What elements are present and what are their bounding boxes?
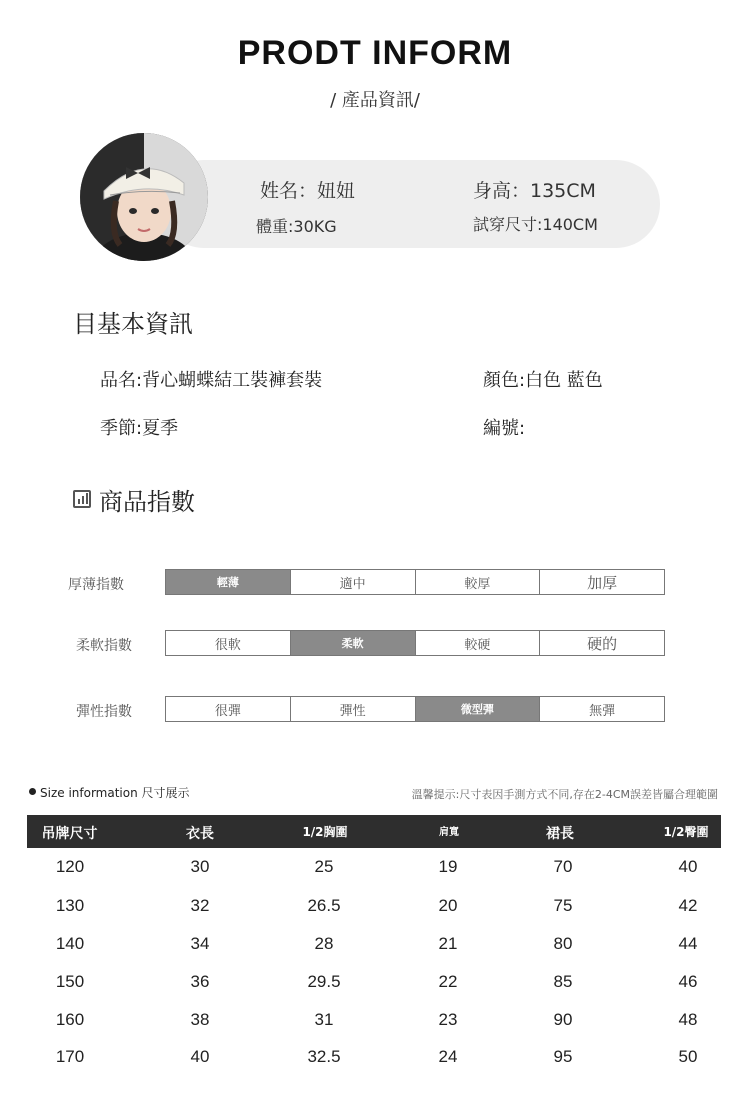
elasticity-label: 彈性指數 — [76, 704, 132, 720]
model-avatar — [80, 133, 208, 261]
size-cell: 31 — [314, 1010, 334, 1029]
product-name: 品名:背心蝴蝶結工裝褲套裝 — [100, 370, 323, 391]
thickness-option-2: 適中 — [291, 570, 416, 594]
size-cell: 42 — [678, 896, 698, 915]
basic-info-heading: 目基本資訊 — [73, 310, 193, 338]
model-try-size: 試穿尺寸:140CM — [473, 215, 598, 234]
page-subtitle: / 產品資訊/ — [330, 90, 420, 111]
elasticity-option-4: 無彈 — [589, 703, 616, 719]
product-color: 顏色:白色 藍色 — [483, 370, 603, 391]
softness-option-1: 很軟 — [166, 631, 291, 655]
size-cell: 32 — [190, 896, 210, 915]
size-cell: 34 — [190, 934, 210, 953]
size-cell: 70 — [553, 857, 573, 876]
thickness-option-3: 較厚 — [416, 570, 541, 594]
thickness-option-1: 輕薄 — [166, 570, 291, 594]
size-cell: 75 — [553, 896, 573, 915]
size-cell: 24 — [438, 1047, 458, 1066]
model-photo — [80, 133, 208, 261]
size-cell: 140 — [55, 934, 85, 953]
elasticity-option-3: 微型彈 — [416, 697, 541, 721]
size-cell: 85 — [553, 972, 573, 991]
softness-scale — [165, 630, 665, 656]
size-cell: 40 — [678, 857, 698, 876]
softness-label: 柔軟指數 — [76, 638, 132, 654]
size-cell: 26.5 — [307, 896, 341, 915]
thickness-option-4: 加厚 — [587, 573, 618, 592]
size-cell: 21 — [438, 934, 458, 953]
header-shoulder: 肩寬 — [439, 827, 459, 838]
size-cell: 120 — [55, 857, 85, 876]
model-weight: 體重:30KG — [256, 217, 337, 236]
header-half-chest: 1/2胸圍 — [302, 825, 348, 839]
size-cell: 160 — [55, 1010, 85, 1029]
chart-icon — [73, 490, 91, 508]
size-cell: 29.5 — [307, 972, 341, 991]
model-height: 身高：135CM — [473, 180, 596, 202]
elasticity-option-1: 很彈 — [166, 697, 291, 721]
size-cell: 48 — [678, 1010, 698, 1029]
size-table-header — [27, 815, 721, 848]
size-cell: 44 — [678, 934, 698, 953]
header-tag-size: 吊牌尺寸 — [41, 826, 98, 842]
softness-option-3: 較硬 — [416, 631, 541, 655]
size-cell: 30 — [190, 857, 210, 876]
size-cell: 36 — [190, 972, 210, 991]
size-cell: 22 — [438, 972, 458, 991]
size-info-title: Size information 尺寸展示 — [40, 786, 190, 800]
index-heading: 商品指數 — [99, 488, 195, 516]
size-cell: 40 — [190, 1047, 210, 1066]
product-season: 季節:夏季 — [100, 418, 179, 439]
size-cell: 32.5 — [307, 1047, 341, 1066]
product-code: 編號: — [483, 418, 526, 439]
size-cell: 28 — [314, 934, 334, 953]
size-cell: 90 — [553, 1010, 573, 1029]
header-skirt-length: 裙長 — [546, 826, 574, 842]
header-length: 衣長 — [186, 826, 214, 842]
size-cell: 19 — [438, 857, 458, 876]
size-cell: 46 — [678, 972, 698, 991]
softness-option-4: 硬的 — [587, 634, 618, 653]
size-cell: 20 — [438, 896, 458, 915]
elasticity-option-2: 彈性 — [291, 697, 416, 721]
size-cell: 170 — [55, 1047, 85, 1066]
size-cell: 95 — [553, 1047, 573, 1066]
size-note: 溫馨提示:尺寸表因手測方式不同,存在2-4CM誤差皆屬合理範圍 — [411, 788, 718, 801]
bullet-icon — [29, 788, 36, 795]
size-cell: 150 — [55, 972, 85, 991]
size-cell: 50 — [678, 1047, 698, 1066]
size-cell: 25 — [314, 857, 334, 876]
header-half-hip: 1/2臀圍 — [663, 825, 709, 839]
size-cell: 130 — [55, 896, 85, 915]
elasticity-scale — [165, 696, 665, 722]
size-cell: 38 — [190, 1010, 210, 1029]
thickness-scale — [165, 569, 665, 595]
size-cell: 80 — [553, 934, 573, 953]
model-name: 姓名：妞妞 — [260, 180, 356, 202]
page-title: PRODT INFORM — [237, 34, 513, 72]
softness-option-2: 柔軟 — [291, 631, 416, 655]
size-cell: 23 — [438, 1010, 458, 1029]
thickness-label: 厚薄指數 — [68, 577, 124, 593]
